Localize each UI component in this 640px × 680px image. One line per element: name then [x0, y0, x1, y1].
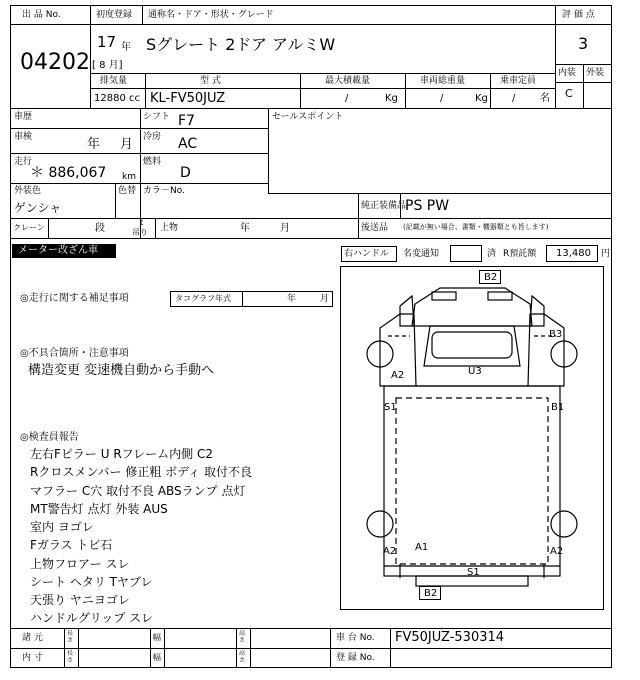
defect-line: 構造変更 変速機自動から手動へ: [28, 363, 215, 378]
chassis-label: 車 台 No.: [336, 633, 375, 643]
height-label: 高さ: [239, 650, 246, 664]
height-label: 高さ: [239, 630, 246, 644]
inspector-line: MT警告灯 点灯 外装 AUS: [30, 502, 168, 516]
deposit-value: 13,480: [556, 248, 591, 259]
tachograph-year: 年: [287, 294, 297, 304]
interior-grade-label: 内装: [558, 68, 577, 78]
aftermarket-label: 後送品: [361, 223, 389, 233]
crane-stage: 段: [95, 223, 105, 234]
ac-label: 冷房: [143, 132, 162, 142]
mileage-value: ＊ 886,067: [30, 165, 107, 181]
registration-number-label: 登 録 No.: [336, 653, 375, 663]
inspector-line: マフラー C穴 取付不良 ABSランプ 点灯: [30, 484, 246, 498]
inspector-line: ハンドルグリップ スレ: [30, 611, 154, 625]
lot-label: 出 品 No.: [22, 10, 61, 20]
inspector-line: Rクロスメンバー 修正粗 ボディ 取付不良: [30, 465, 252, 479]
truck-diagram: [340, 266, 604, 610]
exterior-color-label: 外装色: [14, 186, 42, 196]
gross-weight-label: 車両総重量: [420, 76, 466, 86]
interior-grade-value: C: [565, 87, 573, 100]
inspector-title: ◎検査員報告: [20, 432, 79, 443]
exterior-color-value: ゲンシャ: [14, 201, 62, 215]
shift-value: F7: [178, 113, 195, 129]
interior-dim-label: 内 寸: [22, 653, 43, 663]
damage-mark: B3: [549, 329, 563, 340]
capacity-label: 乗車定員: [500, 76, 537, 86]
damage-mark: B2: [424, 588, 438, 599]
history-label: 車歴: [14, 112, 33, 122]
specs-label: 諸 元: [22, 633, 43, 643]
capacity-unit: 名: [540, 93, 550, 104]
fuel-label: 燃料: [143, 157, 162, 167]
aftermarket-note: (記載が無い場合、書類・機器類とも旨します): [403, 223, 549, 231]
max-load-value: /: [345, 93, 349, 104]
max-load-label: 最大積載量: [325, 76, 371, 86]
tachograph-label: タコグラフ年式: [175, 294, 231, 303]
color-number-label: カラ－No.: [143, 186, 185, 196]
chassis-number: FV50JUZ-530314: [395, 630, 505, 645]
shift-label: シフト: [143, 112, 171, 122]
inspection-year: 年: [87, 137, 101, 152]
registration-year-unit: 年: [121, 42, 131, 53]
max-load-unit: Kg: [385, 93, 398, 104]
deposit-label: R預託額: [503, 249, 537, 259]
score-label: 評 価 点: [562, 10, 595, 20]
name-change-box: [450, 245, 482, 262]
capacity-value: /: [512, 93, 516, 104]
displacement-value: 12880 cc: [94, 93, 140, 104]
registration-year: 17: [97, 33, 117, 51]
gross-weight-unit: Kg: [475, 93, 488, 104]
fuel-value: D: [180, 165, 191, 181]
model-label: 型 式: [200, 76, 221, 86]
body-year: 年: [240, 223, 250, 234]
name-change-label: 名変通知: [403, 249, 440, 259]
damage-mark: U3: [468, 366, 482, 377]
gross-weight-value: /: [440, 93, 444, 104]
inspection-month: 月: [120, 137, 134, 152]
inspector-line: 室内 ヨゴレ: [30, 520, 94, 534]
damage-mark: S1: [384, 402, 397, 413]
damage-mark: A2: [383, 546, 397, 557]
score-value: 3: [578, 34, 589, 53]
car-name: Sグレート 2ドア アルミW: [146, 35, 336, 54]
ac-value: AC: [178, 136, 198, 152]
deposit-unit: 円: [601, 249, 611, 259]
meter-tampered-text: メーター改ざん車: [18, 245, 98, 256]
lot-number: 04202: [20, 50, 90, 75]
supplement-title: ◎走行に関する補足事項: [20, 293, 129, 304]
tachograph-month: 月: [320, 294, 330, 304]
damage-mark: S1: [467, 567, 480, 578]
damage-mark: B2: [484, 272, 498, 283]
registration-month: [ 8 月]: [92, 60, 123, 71]
model-value: KL-FV50JUZ: [150, 91, 226, 106]
crane-hang: 吊り: [132, 228, 148, 237]
damage-mark: A2: [550, 546, 564, 557]
inspection-label: 車検: [14, 132, 33, 142]
inspector-line: 天張り ヤニヨゴレ: [30, 593, 130, 607]
body-label: 上物: [160, 223, 179, 233]
length-label: 長さ: [67, 630, 74, 644]
grade-label: 通称名・ドア・形状・グレード: [148, 10, 274, 20]
color-change-label: 色替: [118, 186, 137, 196]
damage-mark: B1: [551, 402, 565, 413]
mileage-label: 走行: [14, 157, 33, 167]
inspector-line: Fガラス トビ石: [30, 538, 113, 552]
width-label: 幅: [153, 633, 161, 642]
deposit-prefix: 済: [487, 249, 497, 259]
damage-mark: A1: [415, 542, 429, 553]
inspector-line: シート ヘタリ Tヤブレ: [30, 575, 153, 589]
crane-label: クレーン: [13, 223, 45, 232]
defects-title: ◎不具合箇所・注意事項: [20, 348, 129, 359]
first-registration-label: 初度登録: [96, 10, 133, 20]
right-hand-label: 右ハンドル: [344, 249, 390, 259]
displacement-label: 排気量: [100, 76, 128, 86]
length-label: 長さ: [67, 650, 74, 664]
mileage-unit: km: [122, 172, 136, 182]
sales-point-label: セールスポイント: [272, 112, 344, 122]
equipment-value: PS PW: [405, 198, 450, 214]
inspector-line: 上物フロアー スレ: [30, 557, 130, 571]
equipment-label: 純正装備品: [361, 201, 407, 211]
crane-ton: t: [140, 218, 144, 227]
width-label: 幅: [153, 653, 161, 662]
body-month: 月: [280, 223, 290, 234]
inspector-line: 左右Fピラー U Rフレーム内側 C2: [30, 447, 214, 461]
damage-mark: A2: [391, 370, 405, 381]
exterior-grade-label: 外装: [586, 68, 605, 78]
